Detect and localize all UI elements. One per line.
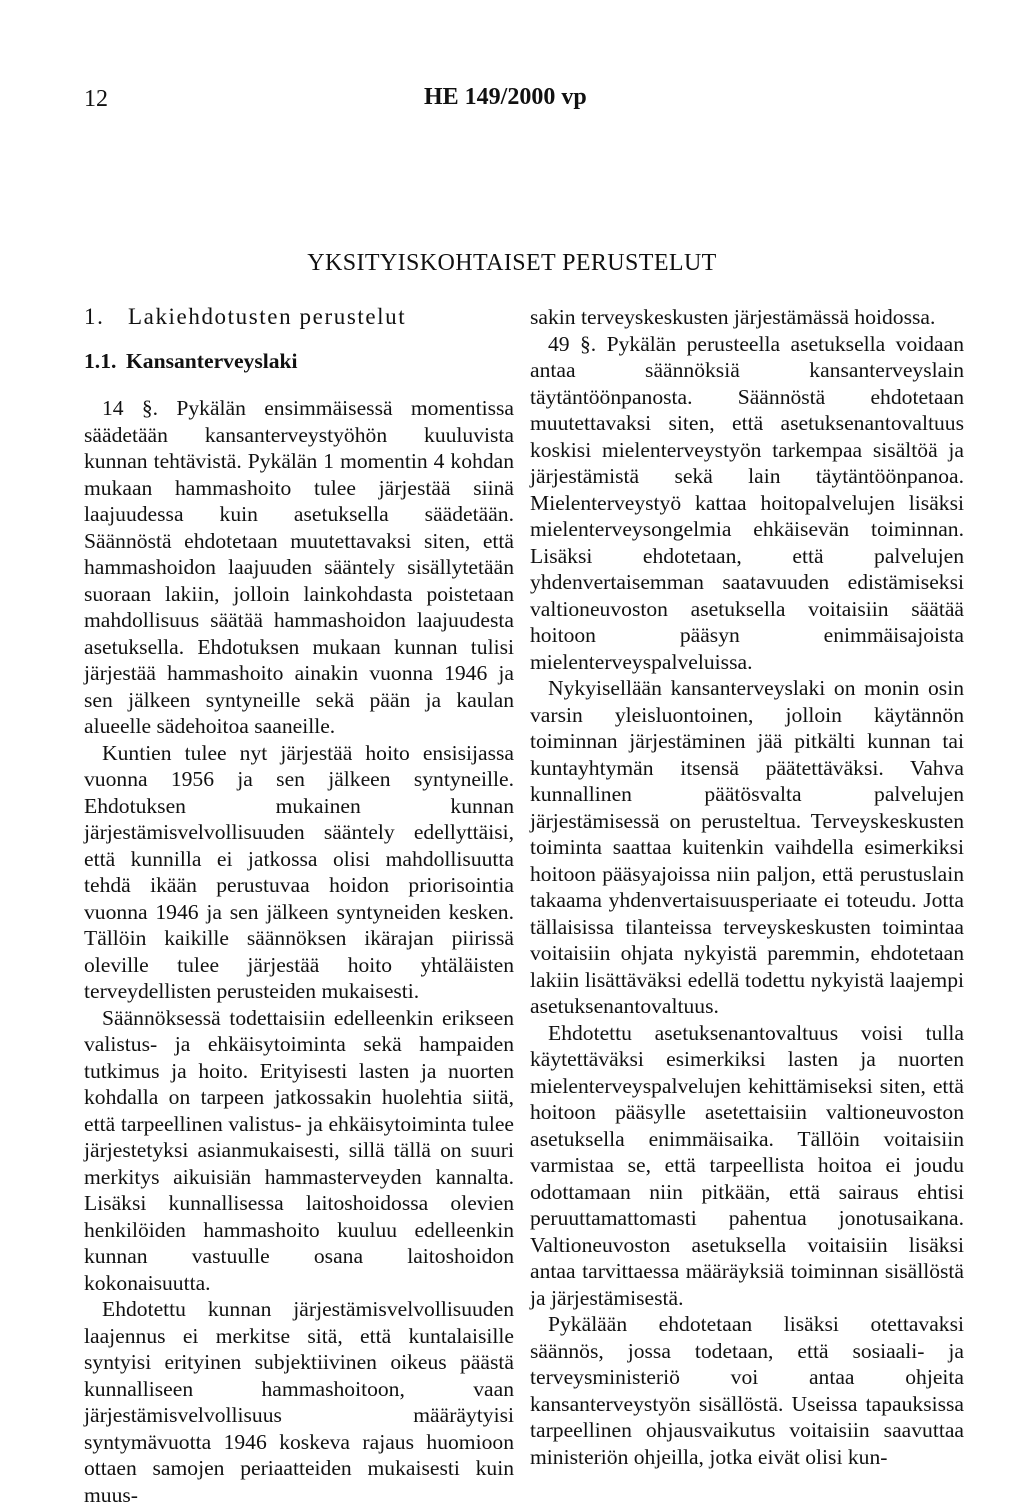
section-number: 1.	[84, 304, 105, 329]
section-title: Lakiehdotusten perustelut	[128, 304, 407, 329]
paragraph: 49 §. Pykälän perusteella asetuksella voidaan antaa säännöksiä kansanterveyslain täytäntöönpanosta. Säännöstä ehdotetaan muutettavaksi siten, että asetuksenantovaltuus koskisi mielenterveystyön tarkempaa sisältöä ja järjestämistä sekä lain täytäntöönpanoa. Mielenterveystyö kattaa hoitopalvelujen lisäksi mielenterveysongelmia ehkäisevän toiminnan. Lisäksi ehdotetaan, että palvelujen yhdenvertaisemman saatavuuden edistämiseksi valtioneuvoston asetuksella voitaisiin säätää hoitoon pääsyn enimmäisajoista mielenterveyspalveluissa.	[530, 331, 964, 674]
paragraph: Pykälään ehdotetaan lisäksi otettavaksi säännös, jossa todetaan, että sosiaali- ja terveysministeriö voi antaa ohjeita kansanterveystyön sisällöstä. Useissa tapauksissa tarpeellinen ohjausvaikutus voitaisiin saavuttaa ministeriön ohjeilla, jotka eivät olisi kun-	[530, 1312, 964, 1469]
subsection-title: Kansanterveyslaki	[126, 348, 298, 373]
section-heading	[84, 304, 514, 331]
paragraph: Kuntien tulee nyt järjestää hoito ensisijassa vuonna 1956 ja sen jälkeen syntyneille. Ehdotuksen mukainen kunnan järjestämisvelvollisuuden sääntely edellyttäisi, että kunnilla ei jatkossa olisi mahdollisuutta tehdä ikään perustuvaa hoidon priorisointia vuonna 1946 ja sen jälkeen syntyneiden kesken. Tällöin kaikille säännöksen ikärajan piirissä oleville tulee järjestää hoito yhtäläisten terveydellisten perusteiden mukaisesti.	[84, 740, 514, 1003]
page-number: 12	[84, 86, 108, 112]
paragraph: 14 §. Pykälän ensimmäisessä momentissa säädetään kansanterveystyöhön kuuluvista kunnan tehtävistä. Pykälän 1 momentin 4 kohdan mukaan hammashoito tulee järjestää siinä laajuudessa kuin asetuksella säädetään. Säännöstä ehdotetaan muutettavaksi siten, että hammashoidon laajuuden sääntely sisällytetään suoraan lakiin, jolloin lainkohdasta poistetaan mahdollisuus säätää hammashoidon laajuudesta asetuksella. Ehdotuksen mukaan kunnan tulisi järjestää hammashoito ainakin vuonna 1946 ja sen jälkeen syntyneille sekä pään ja kaulan alueelle sädehoitoa saaneille.	[84, 396, 514, 738]
paragraph: sakin terveyskeskusten järjestämässä hoidossa.	[530, 305, 936, 329]
paragraph: Ehdotettu asetuksenantovaltuus voisi tulla käytettäväksi esimerkiksi lasten ja nuorten mielenterveyspalvelujen kehittämiseksi siten, että hoitoon pääsylle asetettaisiin valtioneuvoston asetuksella enimmäisaika. Tällöin voitaisiin varmistaa se, että tarpeellista hoitoa ei joudu odottamaan niin pitkään, että sairaus ehtisi peruuttamattomasti pahentua jonotusaikana. Valtioneuvoston asetuksella voitaisiin lisäksi antaa tarvittaessa määräyksiä toiminnan sisällöstä ja järjestämisestä.	[530, 1020, 964, 1310]
left-column	[84, 304, 514, 1508]
paragraph: Säännöksessä todettaisiin edelleenkin erikseen valistus- ja ehkäisytoiminta sekä hampaiden tutkimus ja hoito. Erityisesti lasten ja nuorten kohdalla on tarpeen jatkossakin huolehtia siitä, että tarpeellinen valistus- ja ehkäisytoiminta tulee järjestetyksi asianmukaisesti, sillä tällä on suuri merkitys aikuisiän hammasterveyden kannalta. Lisäksi kunnallisessa laitoshoidossa olevien henkilöiden hammashoito kuuluu edelleenkin kunnan vastuulle osana laitoshoidon kokonaisuutta.	[84, 1005, 514, 1295]
subsection-heading	[84, 348, 514, 375]
paragraph: Ehdotettu kunnan järjestämisvelvollisuuden laajennus ei merkitse sitä, että kuntalaisille syntyisi erityinen subjektiivinen oikeus päästä kunnalliseen hammashoitoon, vaan järjestämisvelvollisuus määräytyisi syntymävuotta 1946 koskeva rajaus huomioon ottaen samojen periaatteiden mukaisesti kuin muus-	[84, 1297, 514, 1507]
document-id: HE 149/2000 vp	[424, 84, 587, 110]
right-column	[530, 304, 964, 1470]
subsection-number: 1.1.	[84, 348, 117, 373]
main-heading: YKSITYISKOHTAISET PERUSTELUT	[307, 250, 717, 276]
paragraph: Nykyisellään kansanterveyslaki on monin osin varsin yleisluontoinen, jolloin käytännön toiminnan järjestäminen jää pitkälti kunnan tai kuntayhtymän itsensä päätettäväksi. Vahva kunnallinen päätösvalta palvelujen järjestämisessä on perusteltua. Terveyskeskusten toiminta saattaa kuitenkin vaihdella esimerkiksi hoitoon pääsyajoissa niin paljon, että perustuslain takaama yhdenvertaisuusperiaate ei toteudu. Jotta tällaisissa tilanteissa terveyskeskusten toimintaa voitaisiin ohjata nykyistä paremmin, ehdotetaan lakiin lisättäväksi edellä todettu nykyistä laajempi asetuksenantovaltuus.	[530, 676, 964, 1018]
